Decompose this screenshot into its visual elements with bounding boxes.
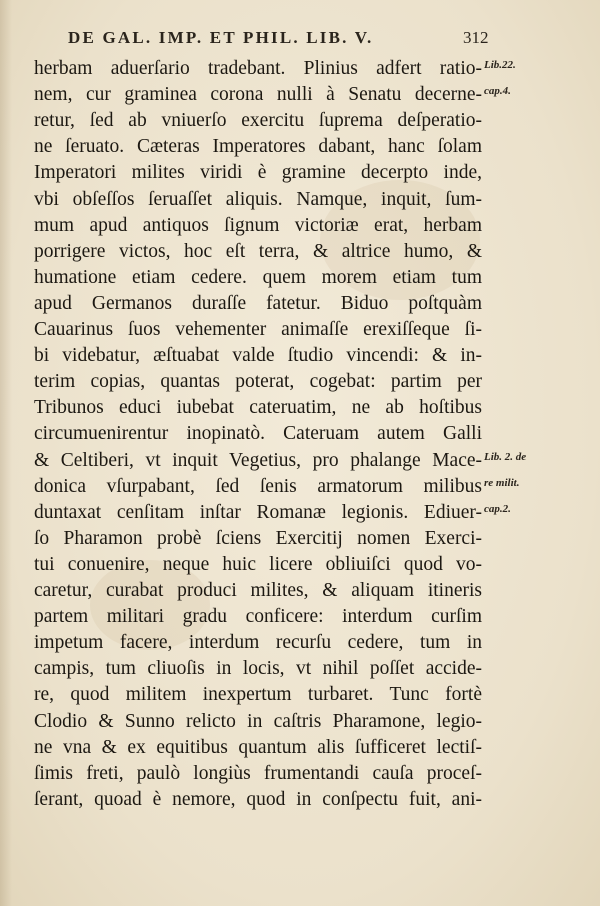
text-line: nem, cur graminea corona nulli à Senatu decerne- [34, 84, 482, 106]
text-line: terim copias, quantas poterat, cogebat: partim per [34, 371, 482, 393]
text-line: ſimis freti, paulò longiùs frumentandi cauſa proceſ- [34, 762, 482, 784]
text-line: re, quod militem inexpertum turbaret. Tunc fortè [34, 684, 482, 706]
text-line: circumuenirentur inopinatò. Cateruam autem Galli [34, 423, 482, 445]
text-line: mum apud antiquos ſignum victoriæ erat, herbam [34, 214, 482, 236]
text-line: Tribunos educi iubebat cateruatim, ne ab hoſtibus [34, 397, 482, 419]
text-line: ne vna & ex equitibus quantum alis ſufficeret lectiſ- [34, 736, 482, 758]
page-number: 312 [463, 28, 489, 47]
text-line: retur, ſed ab vniuerſo exercitu ſuprema deſperatio- [34, 110, 482, 132]
text-line: porrigere victos, hoc eſt terra, & altrice humo, & [34, 240, 482, 262]
text-line: Imperatori milites viridi è gramine decerpto inde, [34, 162, 482, 184]
margin-note: Lib. 2. de [484, 450, 527, 463]
text-line: apud Germanos duraſſe fatetur. Biduo poſtquàm [34, 292, 482, 314]
text-line: vbi obſeſſos ſeruaſſet aliquis. Namque, inquit, ſum- [34, 188, 482, 210]
text-line: Clodio & Sunno relicto in caſtris Pharamone, legio- [34, 710, 482, 732]
text-line: caretur, curabat produci milites, & aliquam itineris [34, 580, 482, 601]
margin-note: re milit. [484, 476, 520, 489]
margin-note: cap.2. [484, 502, 511, 515]
text-line: ne ſeruato. Cæteras Imperatores dabant, hanc ſolam [34, 136, 482, 158]
margin-note: Lib.22. [484, 59, 516, 71]
text-line: tui conuenire, neque huic licere obliuiſci quod vo- [34, 553, 482, 575]
text-line: duntaxat cenſitam inſtar Romanæ legionis. Ediuer- [34, 501, 482, 523]
text-line: partem militari gradu conficere: interdum curſim [34, 606, 482, 628]
text-line: ſo Pharamon probè ſciens Exercitij nomen Exerci- [34, 527, 482, 549]
text-line: bi videbatur, æſtuabat valde ſtudio vincendi: & in- [34, 345, 482, 367]
text-line: ſerant, quoad è nemore, quod in conſpectu fuit, ani- [34, 788, 482, 810]
text-line: & Celtiberi, vt inquit Vegetius, pro phalange Mace- [34, 449, 482, 471]
text-line: campis, tum cliuoſis in locis, vt nihil poſſet accide- [34, 658, 482, 680]
text-line: impetum facere, interdum recurſu cedere, tum in [34, 632, 482, 654]
text-line: herbam aduerſario tradebant. Plinius adfert ratio- [34, 58, 482, 79]
margin-note: cap.4. [484, 85, 511, 98]
text-line: donica vſurpabant, ſed ſenis armatorum milibus [34, 475, 482, 497]
text-line: humatione etiam cedere. quem morem etiam tum [34, 266, 482, 288]
text-line: Cauarinus ſuos vehementer animaſſe erexiſſeque ſi- [34, 319, 482, 340]
running-head: DE GAL. IMP. ET PHIL. LIB. V. [68, 28, 374, 47]
